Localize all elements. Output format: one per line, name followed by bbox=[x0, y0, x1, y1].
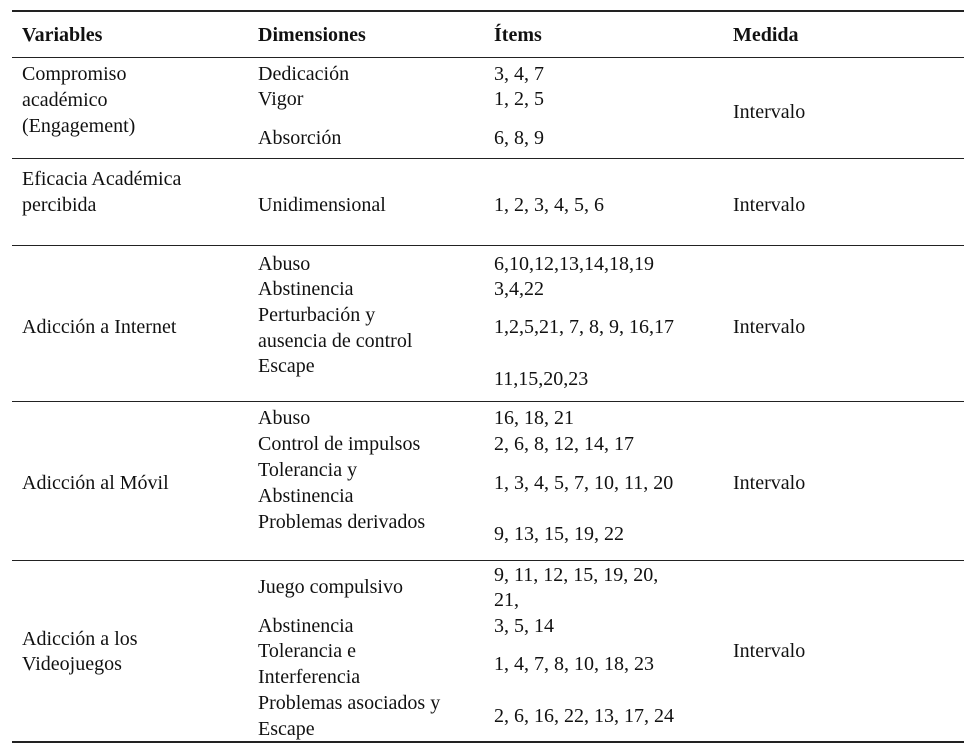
medida-value: Intervalo bbox=[733, 472, 806, 494]
items-value: 11,15,20,23 bbox=[494, 368, 589, 390]
items-value: 6,10,12,13,14,18,19 bbox=[494, 253, 654, 275]
table-top-rule bbox=[12, 10, 964, 12]
dimension-label: Dedicación bbox=[258, 63, 350, 85]
medida-value: Intervalo bbox=[733, 316, 806, 338]
variable-label: (Engagement) bbox=[22, 115, 136, 137]
row-divider bbox=[12, 245, 964, 246]
items-value: 2, 6, 16, 22, 13, 17, 24 bbox=[494, 705, 674, 727]
variable-label: Adicción al Móvil bbox=[22, 472, 169, 494]
items-value: 9, 11, 12, 15, 19, 20, bbox=[494, 564, 659, 586]
dimension-label: Abstinencia bbox=[258, 615, 354, 637]
header-rule bbox=[12, 57, 964, 58]
header-dimensiones: Dimensiones bbox=[258, 24, 366, 46]
items-value: 3, 5, 14 bbox=[494, 615, 554, 637]
dimension-label: Escape bbox=[258, 355, 315, 377]
items-value: 1, 3, 4, 5, 7, 10, 11, 20 bbox=[494, 472, 674, 494]
dimension-label: Control de impulsos bbox=[258, 433, 421, 455]
items-value: 6, 8, 9 bbox=[494, 127, 544, 149]
dimension-label: Interferencia bbox=[258, 666, 361, 688]
dimension-label: Abstinencia bbox=[258, 278, 354, 300]
dimension-label: Abstinencia bbox=[258, 485, 354, 507]
dimension-label: Tolerancia e bbox=[258, 640, 356, 662]
items-value: 16, 18, 21 bbox=[494, 407, 574, 429]
items-value: 1, 2, 3, 4, 5, 6 bbox=[494, 194, 604, 216]
header-items: Ítems bbox=[494, 24, 542, 46]
dimension-label: Unidimensional bbox=[258, 194, 386, 216]
variable-label: académico bbox=[22, 89, 108, 111]
dimension-label: Abuso bbox=[258, 407, 311, 429]
dimension-label: Vigor bbox=[258, 88, 304, 110]
header-variables: Variables bbox=[22, 24, 103, 46]
items-value: 1, 2, 5 bbox=[494, 88, 544, 110]
items-value: 9, 13, 15, 19, 22 bbox=[494, 523, 624, 545]
items-value: 1, 4, 7, 8, 10, 18, 23 bbox=[494, 653, 654, 675]
items-value: 1,2,5,21, 7, 8, 9, 16,17 bbox=[494, 316, 674, 338]
header-medida: Medida bbox=[733, 24, 799, 46]
medida-value: Intervalo bbox=[733, 194, 806, 216]
dimension-label: Perturbación y bbox=[258, 304, 376, 326]
items-value: 3, 4, 7 bbox=[494, 63, 544, 85]
row-divider bbox=[12, 401, 964, 402]
row-divider bbox=[12, 560, 964, 561]
dimension-label: Escape bbox=[258, 718, 315, 740]
dimension-label: Absorción bbox=[258, 127, 342, 149]
variable-label: Eficacia Académica bbox=[22, 168, 182, 190]
table-bottom-rule bbox=[12, 741, 964, 743]
variable-label: Adicción a los bbox=[22, 628, 138, 650]
variable-label: percibida bbox=[22, 194, 97, 216]
dimension-label: Abuso bbox=[258, 253, 311, 275]
items-value: 3,4,22 bbox=[494, 278, 544, 300]
items-value: 21, bbox=[494, 589, 519, 611]
variable-label: Compromiso bbox=[22, 63, 127, 85]
dimension-label: Juego compulsivo bbox=[258, 576, 403, 598]
medida-value: Intervalo bbox=[733, 101, 806, 123]
medida-value: Intervalo bbox=[733, 640, 806, 662]
items-value: 2, 6, 8, 12, 14, 17 bbox=[494, 433, 634, 455]
dimension-label: ausencia de control bbox=[258, 330, 413, 352]
variable-label: Adicción a Internet bbox=[22, 316, 177, 338]
variable-label: Videojuegos bbox=[22, 653, 122, 675]
row-divider bbox=[12, 158, 964, 159]
dimension-label: Problemas derivados bbox=[258, 511, 426, 533]
dimension-label: Tolerancia y bbox=[258, 459, 358, 481]
dimension-label: Problemas asociados y bbox=[258, 692, 441, 714]
